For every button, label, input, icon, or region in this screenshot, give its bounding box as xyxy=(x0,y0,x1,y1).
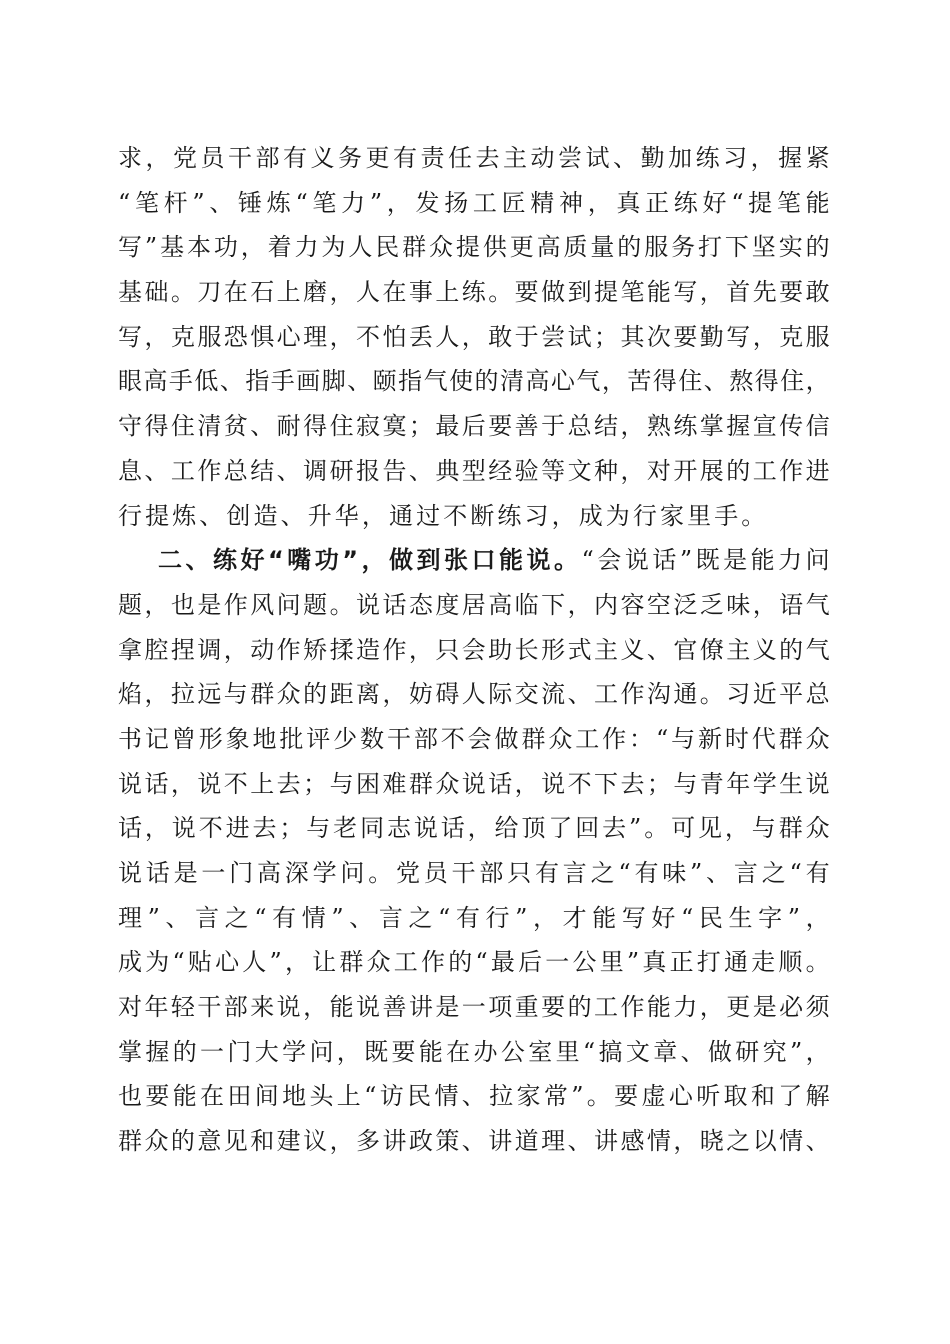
text-line: 掌握的一门大学问，既要能在办公室里“搞文章、做研究”， xyxy=(118,1037,830,1066)
body-text xyxy=(118,136,830,1164)
text-line: 说话，说不上去；与困难群众说话，说不下去；与青年学生说 xyxy=(118,769,830,798)
text-line: 成为“贴心人”，让群众工作的“最后一公里”真正打通走顺。 xyxy=(118,948,830,977)
text-line: 息、工作总结、调研报告、典型经验等文种，对开展的工作进 xyxy=(118,456,830,485)
section-heading-line xyxy=(118,538,830,583)
text-line: 焰，拉远与群众的距离，妨碍人际交流、工作沟通。习近平总 xyxy=(118,680,830,709)
text-line: 守得住清贫、耐得住寂寞；最后要善于总结，熟练掌握宣传信 xyxy=(118,412,830,441)
text-line: 对年轻干部来说，能说善讲是一项重要的工作能力，更是必须 xyxy=(118,993,830,1022)
text-line: 写”基本功，着力为人民群众提供更高质量的服务打下坚实的 xyxy=(118,233,830,262)
paragraph-last-line: 行提炼、创造、升华，通过不断练习，成为行家里手。 xyxy=(118,501,769,530)
text-line: 群众的意见和建议，多讲政策、讲道理、讲感情，晓之以情、 xyxy=(118,1127,830,1156)
text-line: 求，党员干部有义务更有责任去主动尝试、勤加练习，握紧 xyxy=(118,144,830,172)
text-line: 理”、言之“有情”、言之“有行”，才能写好“民生字”， xyxy=(118,903,830,932)
text-line: “笔杆”、锤炼“笔力”，发扬工匠精神，真正练好“提笔能 xyxy=(118,188,830,217)
text-line: 拿腔捏调，动作矫揉造作，只会助长形式主义、官僚主义的气 xyxy=(118,635,830,664)
text-line: 话，说不进去；与老同志说话，给顶了回去”。可见，与群众 xyxy=(118,814,830,843)
text-line: 写，克服恐惧心理，不怕丢人，敢于尝试；其次要勤写，克服 xyxy=(118,322,830,351)
text-line: 基础。刀在石上磨，人在事上练。要做到提笔能写，首先要敢 xyxy=(118,278,830,307)
text-line: 眼高手低、指手画脚、颐指气使的清高心气，苦得住、熬得住， xyxy=(118,367,830,396)
text-line: 书记曾形象地批评少数干部不会做群众工作：“与新时代群众 xyxy=(118,724,830,753)
text-line: 题，也是作风问题。说话态度居高临下，内容空泛乏味，语气 xyxy=(118,590,830,619)
section-heading-continuation: “会说话”既是能力问 xyxy=(581,546,830,575)
text-line: 说话是一门高深学问。党员干部只有言之“有味”、言之“有 xyxy=(118,859,830,887)
text-line: 也要能在田间地头上“访民情、拉家常”。要虚心听取和了解 xyxy=(118,1082,830,1111)
section-heading: 二、练好“嘴功”，做到张口能说。 xyxy=(158,546,582,575)
